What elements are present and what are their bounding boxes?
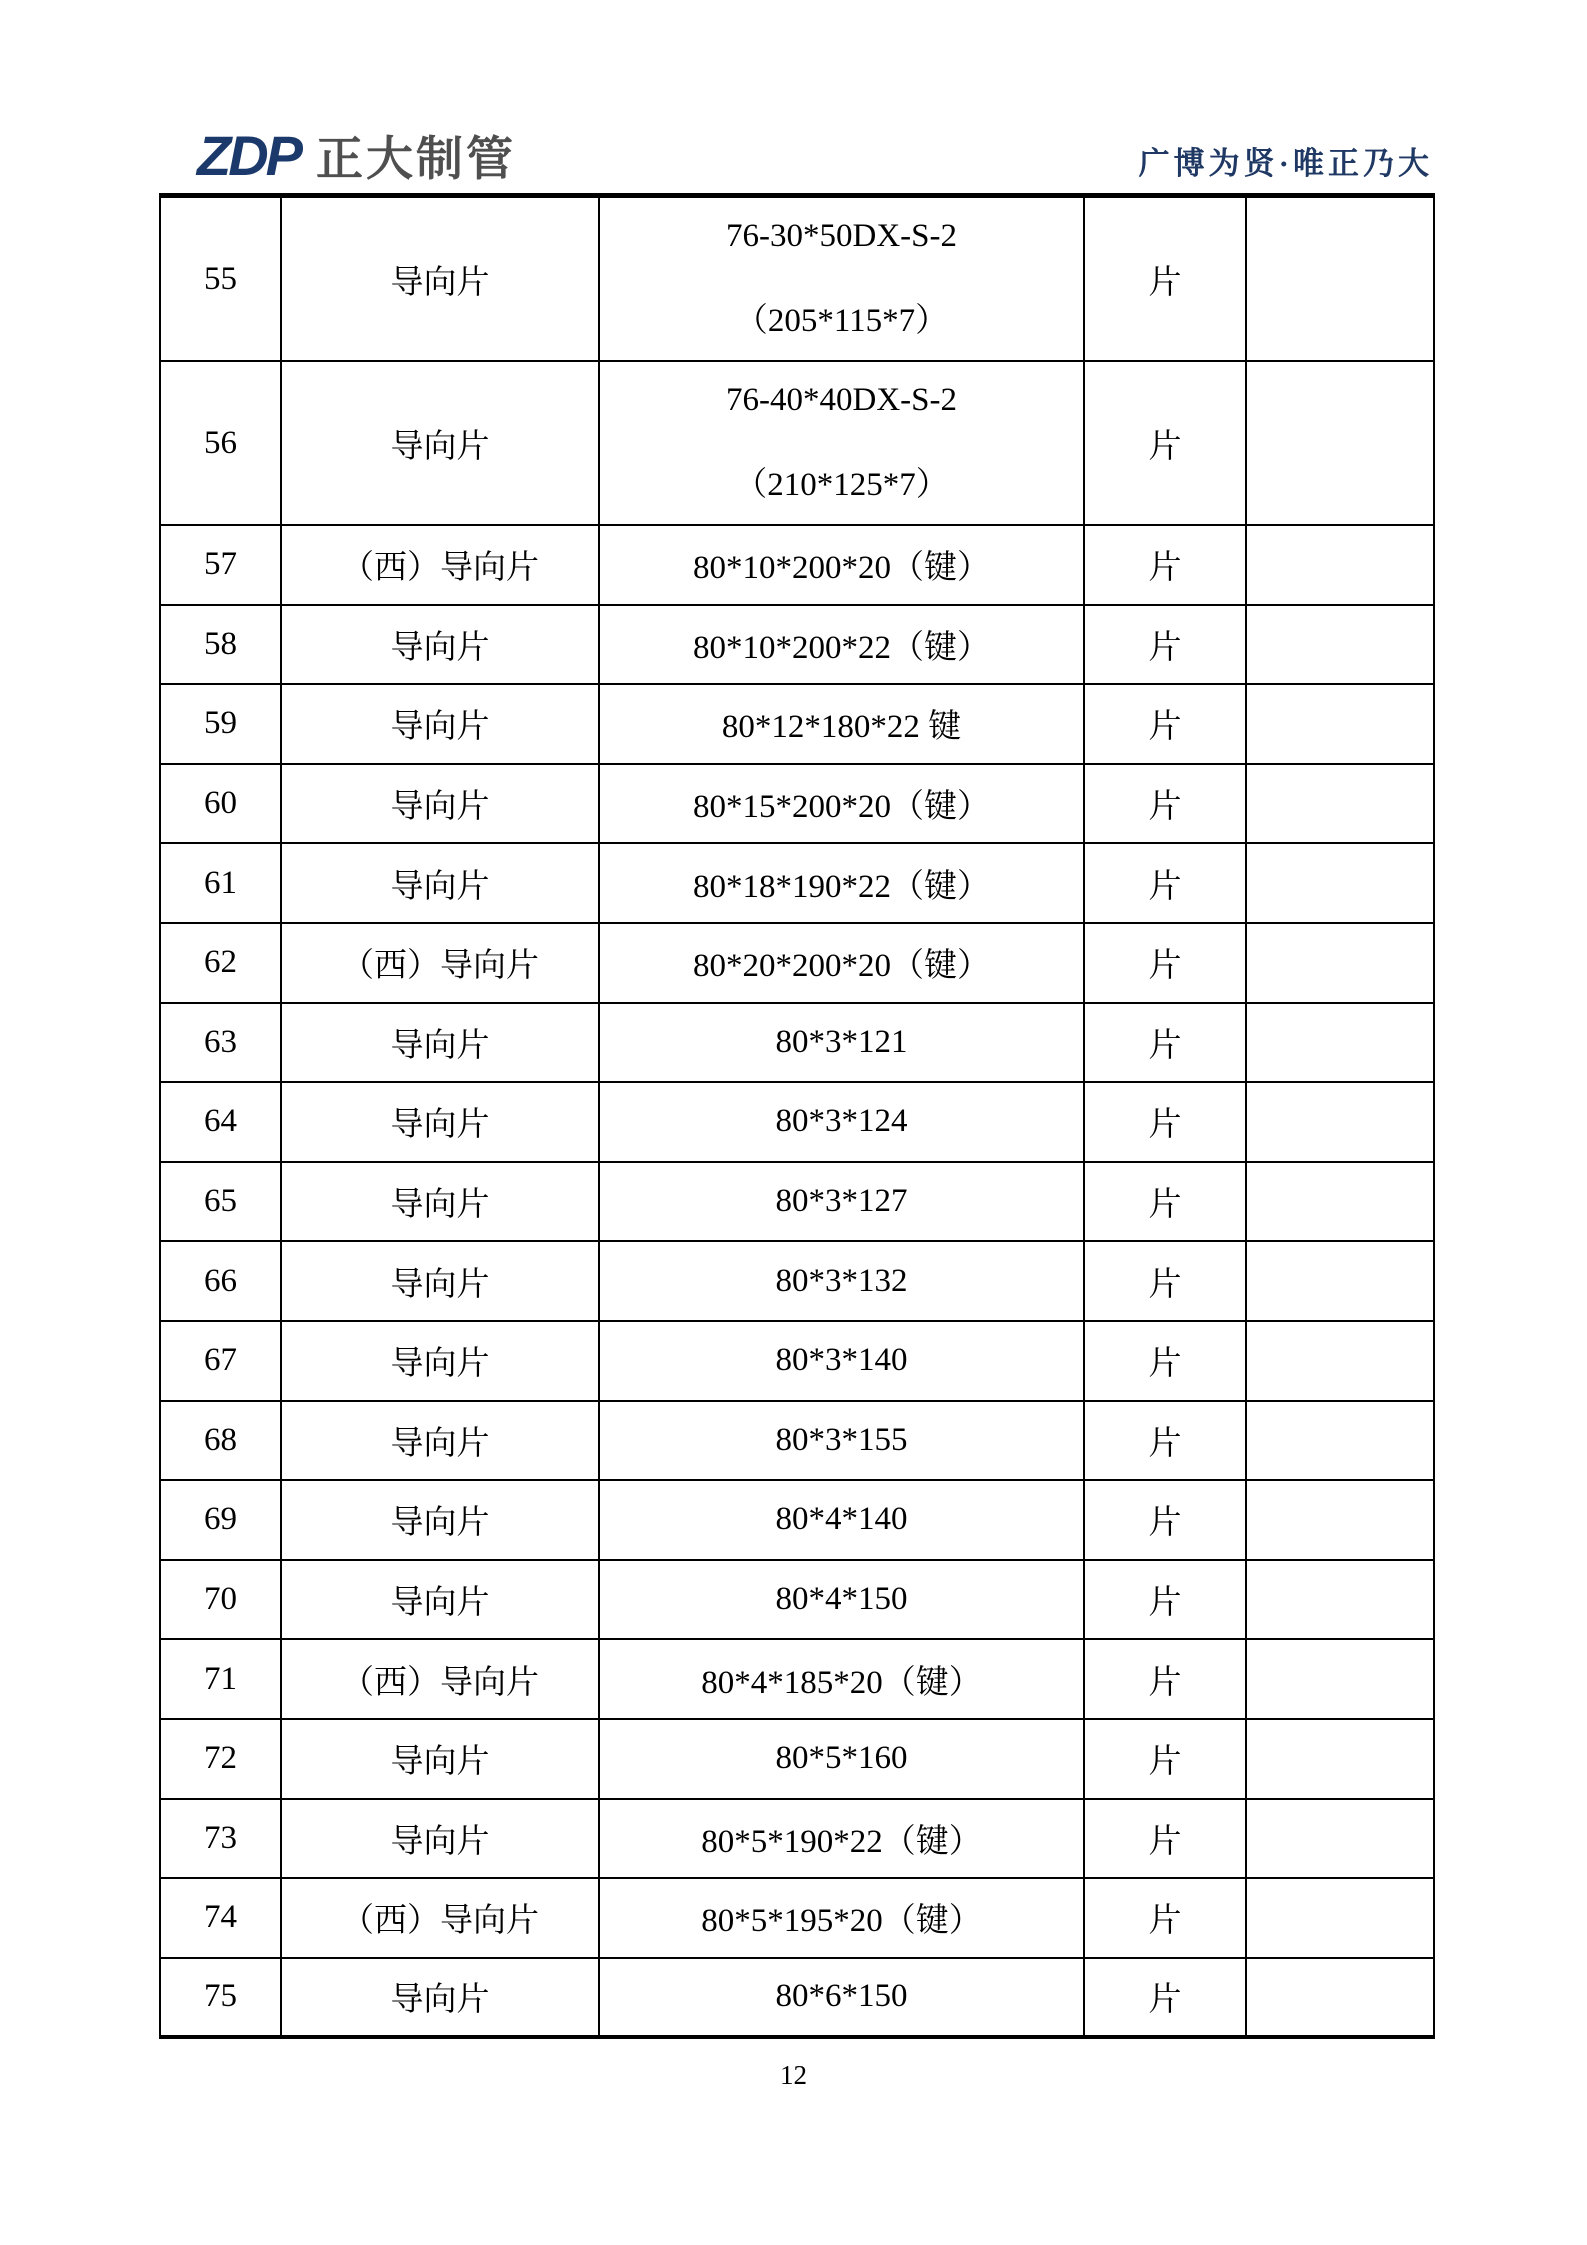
cell-row-number: 63: [160, 1003, 281, 1083]
cell-note: [1246, 196, 1434, 362]
cell-part-name: （西）导向片: [281, 525, 599, 605]
cell-unit: 片: [1084, 1082, 1246, 1162]
spec-line: 80*3*127: [775, 1183, 908, 1220]
cell-part-name: 导向片: [281, 1480, 599, 1560]
cell-row-number: 61: [160, 843, 281, 923]
spec-lines: [600, 1894, 1083, 1941]
spec-line: 80*6*150: [775, 1978, 908, 2015]
spec-line: 76-30*50DX-S-2: [726, 217, 957, 254]
logo-company-name: 正大制管: [316, 132, 516, 185]
table-row: [160, 1162, 1434, 1242]
cell-specification: [599, 1719, 1084, 1799]
cell-note: [1246, 1321, 1434, 1401]
spec-lines: [600, 1103, 1083, 1140]
spec-lines: [600, 1978, 1083, 2015]
table-row: [160, 1321, 1434, 1401]
spec-line: 80*3*132: [775, 1262, 908, 1299]
cell-part-name: 导向片: [281, 196, 599, 362]
spec-line: 76-40*40DX-S-2: [726, 381, 957, 418]
cell-note: [1246, 1162, 1434, 1242]
spec-lines: [600, 860, 1083, 907]
cell-unit: 片: [1084, 1003, 1246, 1083]
cell-part-name: 导向片: [281, 605, 599, 685]
cell-note: [1246, 1082, 1434, 1162]
spec-lines: [600, 1183, 1083, 1220]
cell-note: [1246, 1639, 1434, 1719]
cell-note: [1246, 1480, 1434, 1560]
cell-row-number: 72: [160, 1719, 281, 1799]
company-logo: [197, 124, 516, 187]
cell-unit: 片: [1084, 684, 1246, 764]
table-row: [160, 361, 1434, 525]
cell-unit: 片: [1084, 361, 1246, 525]
cell-note: [1246, 923, 1434, 1003]
spec-line: 80*10*200*20（键）: [693, 550, 990, 587]
cell-note: [1246, 525, 1434, 605]
spec-line: （210*125*7）: [734, 466, 949, 503]
spec-line: 80*4*140: [775, 1501, 908, 1538]
cell-part-name: 导向片: [281, 1003, 599, 1083]
table-row: [160, 684, 1434, 764]
spec-lines: [600, 541, 1083, 588]
cell-part-name: 导向片: [281, 1958, 599, 2038]
cell-part-name: 导向片: [281, 764, 599, 844]
cell-specification: [599, 1241, 1084, 1321]
cell-part-name: 导向片: [281, 1082, 599, 1162]
cell-row-number: 56: [160, 361, 281, 525]
spec-line: 80*3*155: [775, 1421, 908, 1458]
spec-line: （205*115*7）: [734, 302, 949, 339]
table-row: [160, 605, 1434, 685]
cell-note: [1246, 1878, 1434, 1958]
spec-lines: [600, 1501, 1083, 1538]
table-row: [160, 1480, 1434, 1560]
spec-lines: [600, 362, 1083, 524]
spec-line: 80*4*150: [775, 1581, 908, 1618]
table-row: [160, 1003, 1434, 1083]
cell-specification: [599, 1799, 1084, 1879]
cell-unit: 片: [1084, 1719, 1246, 1799]
cell-specification: [599, 605, 1084, 685]
cell-note: [1246, 1799, 1434, 1879]
spec-lines: [600, 1815, 1083, 1862]
table-row: [160, 923, 1434, 1003]
cell-specification: [599, 1958, 1084, 2038]
cell-row-number: 58: [160, 605, 281, 685]
table-row: [160, 1560, 1434, 1640]
logo-zdp-text: ZDP: [197, 124, 300, 187]
cell-note: [1246, 1958, 1434, 2038]
page-header: [0, 0, 1587, 193]
spec-line: 80*20*200*20（键）: [693, 948, 990, 985]
spec-lines: [600, 198, 1083, 360]
cell-note: [1246, 1560, 1434, 1640]
cell-row-number: 67: [160, 1321, 281, 1401]
cell-part-name: 导向片: [281, 1321, 599, 1401]
cell-unit: 片: [1084, 1241, 1246, 1321]
cell-specification: [599, 1560, 1084, 1640]
cell-unit: 片: [1084, 1560, 1246, 1640]
spec-line: 80*18*190*22（键）: [693, 868, 990, 905]
cell-specification: [599, 525, 1084, 605]
cell-specification: [599, 923, 1084, 1003]
table-row: [160, 1241, 1434, 1321]
table-row: [160, 1958, 1434, 2038]
parts-table-body: [160, 196, 1434, 2038]
cell-part-name: 导向片: [281, 1719, 599, 1799]
cell-part-name: （西）导向片: [281, 1878, 599, 1958]
cell-row-number: 69: [160, 1480, 281, 1560]
cell-note: [1246, 1003, 1434, 1083]
cell-row-number: 71: [160, 1639, 281, 1719]
cell-specification: [599, 1878, 1084, 1958]
cell-specification: [599, 1480, 1084, 1560]
cell-row-number: 57: [160, 525, 281, 605]
cell-part-name: 导向片: [281, 1401, 599, 1481]
cell-note: [1246, 1241, 1434, 1321]
cell-note: [1246, 605, 1434, 685]
cell-specification: [599, 1639, 1084, 1719]
table-row: [160, 1719, 1434, 1799]
spec-lines: [600, 621, 1083, 668]
spec-line: 80*15*200*20（键）: [693, 789, 990, 826]
cell-specification: [599, 196, 1084, 362]
cell-specification: [599, 1162, 1084, 1242]
table-row: [160, 1799, 1434, 1879]
cell-part-name: 导向片: [281, 1560, 599, 1640]
cell-row-number: 64: [160, 1082, 281, 1162]
cell-row-number: 65: [160, 1162, 281, 1242]
spec-line: 80*12*180*22 键: [721, 709, 962, 746]
spec-lines: [600, 1740, 1083, 1777]
cell-row-number: 62: [160, 923, 281, 1003]
cell-row-number: 59: [160, 684, 281, 764]
cell-part-name: 导向片: [281, 361, 599, 525]
spec-lines: [600, 1656, 1083, 1703]
spec-lines: [600, 1024, 1083, 1061]
spec-line: 80*10*200*22（键）: [693, 629, 990, 666]
cell-unit: 片: [1084, 923, 1246, 1003]
cell-note: [1246, 843, 1434, 923]
cell-row-number: 73: [160, 1799, 281, 1879]
cell-unit: 片: [1084, 1401, 1246, 1481]
cell-unit: 片: [1084, 196, 1246, 362]
spec-lines: [600, 1422, 1083, 1459]
cell-unit: 片: [1084, 1639, 1246, 1719]
cell-row-number: 55: [160, 196, 281, 362]
cell-note: [1246, 1719, 1434, 1799]
cell-note: [1246, 764, 1434, 844]
cell-unit: 片: [1084, 605, 1246, 685]
cell-row-number: 60: [160, 764, 281, 844]
cell-unit: 片: [1084, 1958, 1246, 2038]
spec-lines: [600, 1263, 1083, 1300]
company-slogan: 广博为贤·唯正乃大: [1138, 146, 1433, 181]
spec-line: 80*5*190*22（键）: [701, 1823, 982, 1860]
cell-row-number: 70: [160, 1560, 281, 1640]
table-row: [160, 1878, 1434, 1958]
cell-unit: 片: [1084, 525, 1246, 605]
parts-table: [159, 193, 1435, 2039]
table-row: [160, 1082, 1434, 1162]
cell-row-number: 75: [160, 1958, 281, 2038]
cell-note: [1246, 361, 1434, 525]
cell-row-number: 68: [160, 1401, 281, 1481]
cell-part-name: 导向片: [281, 843, 599, 923]
cell-row-number: 66: [160, 1241, 281, 1321]
table-row: [160, 1401, 1434, 1481]
cell-part-name: 导向片: [281, 684, 599, 764]
cell-part-name: 导向片: [281, 1241, 599, 1321]
table-row: [160, 525, 1434, 605]
cell-note: [1246, 684, 1434, 764]
table-row: [160, 196, 1434, 362]
cell-part-name: （西）导向片: [281, 923, 599, 1003]
cell-unit: 片: [1084, 764, 1246, 844]
cell-part-name: 导向片: [281, 1162, 599, 1242]
cell-unit: 片: [1084, 1878, 1246, 1958]
cell-specification: [599, 764, 1084, 844]
spec-lines: [600, 1581, 1083, 1618]
cell-specification: [599, 1401, 1084, 1481]
cell-unit: 片: [1084, 1799, 1246, 1879]
spec-line: 80*5*195*20（键）: [701, 1903, 982, 1940]
spec-lines: [600, 939, 1083, 986]
table-row: [160, 764, 1434, 844]
spec-lines: [600, 780, 1083, 827]
cell-specification: [599, 361, 1084, 525]
spec-lines: [600, 700, 1083, 747]
cell-unit: 片: [1084, 1480, 1246, 1560]
cell-specification: [599, 843, 1084, 923]
page-number: 12: [780, 2060, 807, 2090]
cell-note: [1246, 1401, 1434, 1481]
table-row: [160, 843, 1434, 923]
cell-specification: [599, 684, 1084, 764]
cell-unit: 片: [1084, 1162, 1246, 1242]
spec-line: 80*3*121: [775, 1023, 908, 1060]
spec-line: 80*3*124: [775, 1103, 908, 1140]
spec-line: 80*4*185*20（键）: [701, 1664, 982, 1701]
cell-specification: [599, 1003, 1084, 1083]
cell-part-name: （西）导向片: [281, 1639, 599, 1719]
table-row: [160, 1639, 1434, 1719]
cell-row-number: 74: [160, 1878, 281, 1958]
cell-part-name: 导向片: [281, 1799, 599, 1879]
spec-line: 80*5*160: [775, 1740, 908, 1777]
spec-line: 80*3*140: [775, 1342, 908, 1379]
cell-specification: [599, 1321, 1084, 1401]
spec-lines: [600, 1342, 1083, 1379]
cell-specification: [599, 1082, 1084, 1162]
cell-unit: 片: [1084, 843, 1246, 923]
cell-unit: 片: [1084, 1321, 1246, 1401]
